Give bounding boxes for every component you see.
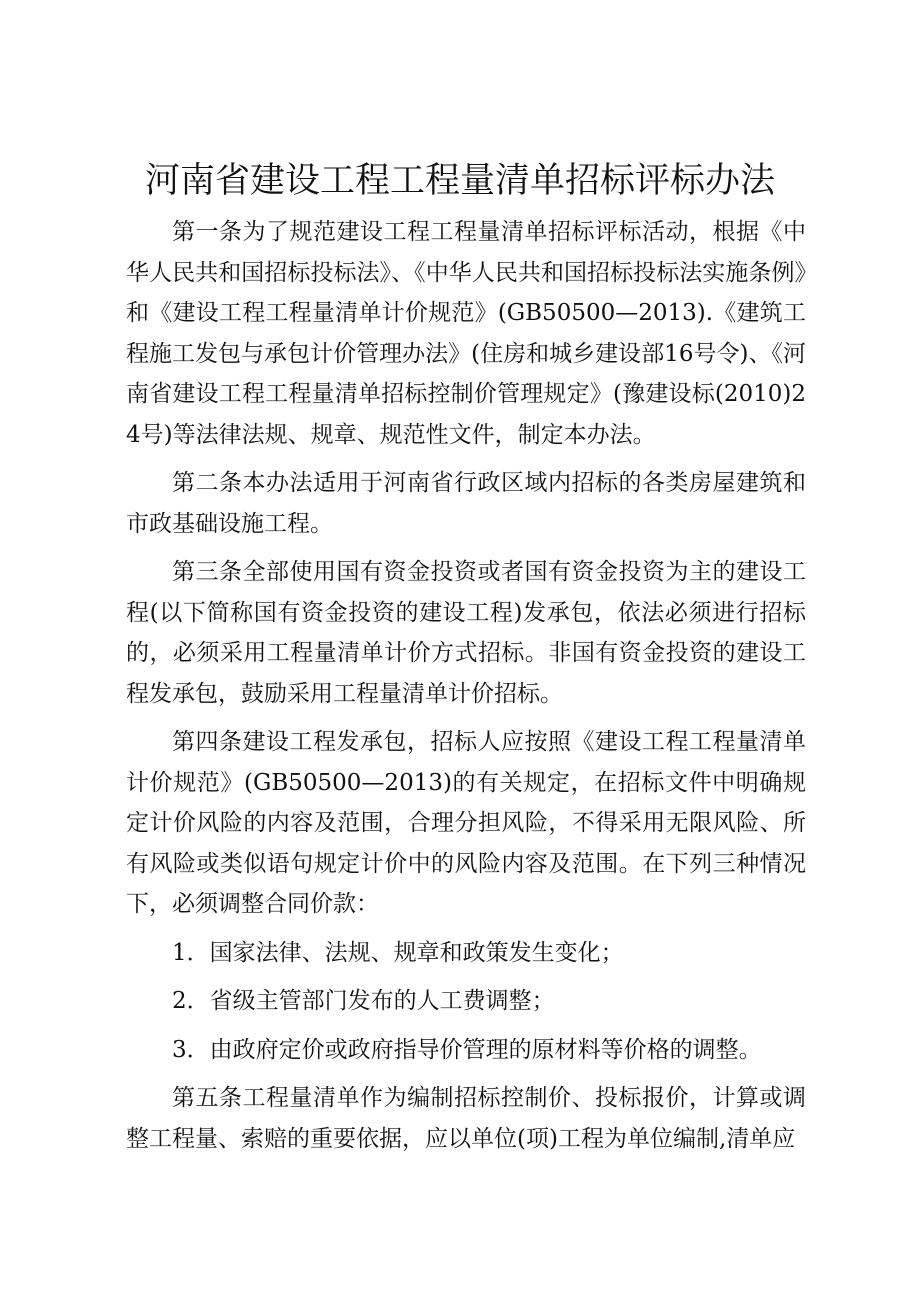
article-5-text: 工程量清单作为编制招标控制价、投标报价，计算或调整工程量、索赔的重要依据，应以单位(项)工程为单位编制,清单应 xyxy=(126,1085,806,1152)
article-3-number: 第三条 xyxy=(172,559,243,585)
article-5-number: 第五条 xyxy=(172,1085,243,1111)
list-item: 2．省级主管部门发布的人工费调整； xyxy=(172,988,555,1014)
article-3-text: 全部使用国有资金投资或者国有资金投资为主的建设工程(以下简称国有资金投资的建设工程)发承包，依法必须进行招标的，必须采用工程量清单计价方式招标。非国有资金投资的建设工程发承包，鼓励采用工程量清单计价招标。 xyxy=(126,559,806,707)
article-5 xyxy=(126,1078,806,1159)
list-item: 3．由政府定价或政府指导价管理的原材料等价格的调整。 xyxy=(172,1036,762,1063)
article-4-text: 建设工程发承包，招标人应按照《建设工程工程量清单计价规范》(GB50500—2013)的有关规定，在招标文件中明确规定计价风险的内容及范围，合理分担风险，不得采用无限风险、所有风险或类似语句规定计价中的风险内容及范围。在下列三种情况下，必须调整合同价款： xyxy=(126,729,806,917)
article-1-number: 第一条 xyxy=(172,219,243,245)
article-3 xyxy=(126,552,806,714)
article-2-number: 第二条 xyxy=(172,470,243,496)
article-1 xyxy=(126,212,806,455)
article-1-text: 为了规范建设工程工程量清单招标评标活动，根据《中华人民共和国招标投标法》、《中华人民共和国招标投标法实施条例》和《建设工程工程量清单计价规范》(GB50500—2013).《建筑工程施工发包与承包计价管理办法》(住房和城乡建设部16号令)、《河南省建设工程工程量清单招标控制价管理规定》(豫建设标(2010)24号)等法律法规、规章、规范性文件，制定本办法。 xyxy=(126,219,806,448)
list-item: 1．国家法律、法规、规章和政策发生变化； xyxy=(172,939,624,966)
document-body xyxy=(126,212,806,1167)
document-title: 河南省建设工程工程量清单招标评标办法 xyxy=(144,161,775,201)
article-4 xyxy=(126,722,806,925)
article-2-text: 本办法适用于河南省行政区域内招标的各类房屋建筑和市政基础设施工程。 xyxy=(126,470,806,537)
article-2 xyxy=(126,463,806,544)
article-4-number: 第四条 xyxy=(172,729,243,755)
